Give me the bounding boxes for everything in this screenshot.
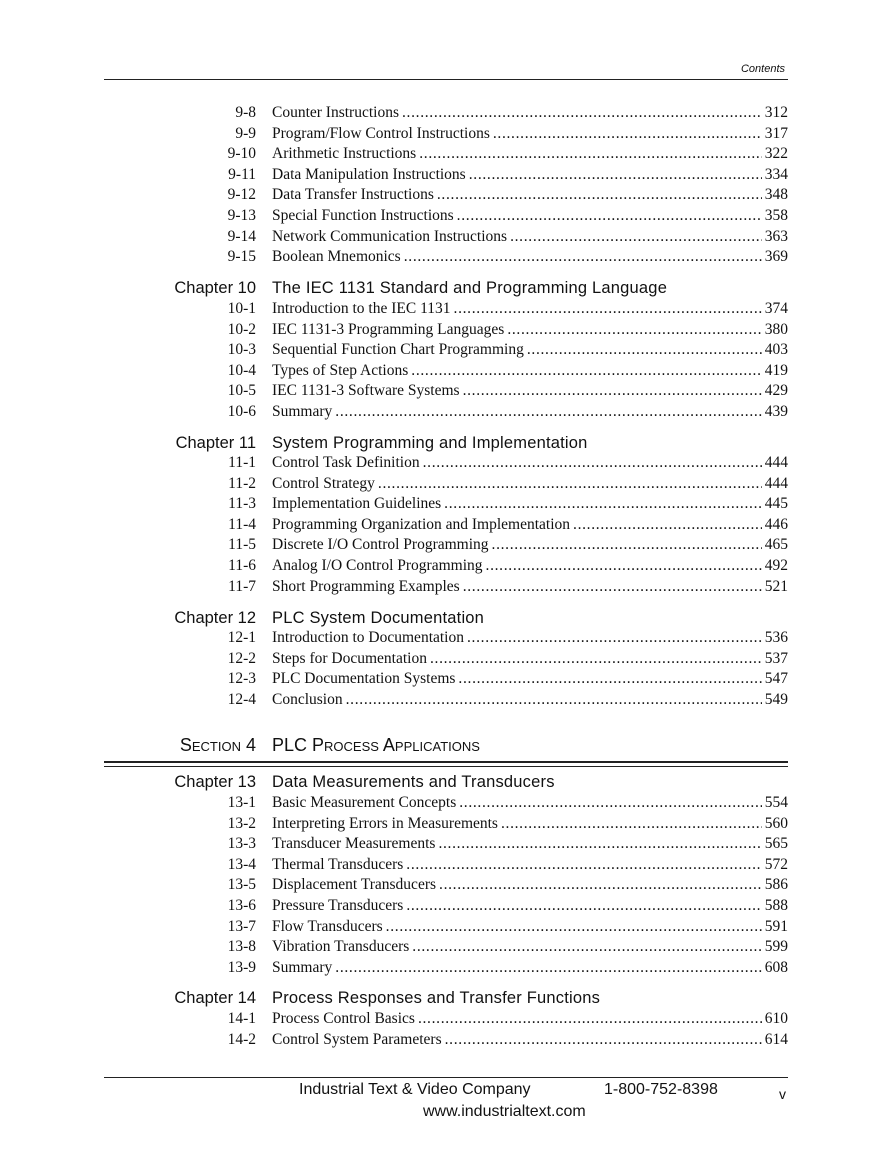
dot-leader xyxy=(486,556,762,576)
toc-entry[interactable] xyxy=(0,577,893,597)
entry-page-number: 317 xyxy=(764,124,788,142)
entry-line xyxy=(272,669,788,689)
chapter-title[interactable]: System Programming and Implementation xyxy=(272,434,588,452)
entry-page-number: 536 xyxy=(764,629,788,646)
entry-title: Thermal Transducers xyxy=(272,855,404,873)
dot-leader xyxy=(346,690,762,710)
entry-number: 9-10 xyxy=(227,145,256,163)
dot-leader xyxy=(411,361,761,381)
entry-line xyxy=(272,690,788,710)
toc-entry[interactable] xyxy=(0,896,893,916)
entry-title: Analog I/O Control Programming xyxy=(272,557,483,574)
entry-page-number: 374 xyxy=(764,300,788,317)
entry-title: Programming Organization and Implementation xyxy=(272,515,571,533)
entry-title: Network Communication Instructions xyxy=(272,227,508,245)
entry-number: 11-6 xyxy=(228,557,256,574)
entry-number: 13-4 xyxy=(227,855,256,873)
dot-leader xyxy=(493,124,762,144)
entry-number: 10-3 xyxy=(227,341,256,359)
entry-line xyxy=(272,1030,788,1050)
chapter-label: Chapter 11 xyxy=(175,434,256,452)
section-title: PLC Process Applications xyxy=(272,735,480,755)
entry-number: 13-5 xyxy=(227,876,256,894)
toc-entry[interactable] xyxy=(0,247,893,267)
entry-page-number: 549 xyxy=(764,690,788,708)
header-label: Contents xyxy=(740,63,785,75)
dot-leader xyxy=(463,381,762,401)
toc-entry[interactable] xyxy=(0,453,893,473)
entry-title: Summary xyxy=(272,403,333,420)
entry-title: Transducer Measurements xyxy=(272,835,436,853)
entry-title: IEC 1131-3 Software Systems xyxy=(272,382,460,400)
entry-number: 9-8 xyxy=(235,104,256,121)
entry-line xyxy=(272,896,788,916)
toc-entry[interactable] xyxy=(0,814,893,834)
dot-leader xyxy=(419,144,762,164)
entry-title: PLC Documentation Systems xyxy=(272,670,456,688)
entry-title: Steps for Documentation xyxy=(272,649,427,667)
entry-title: Special Function Instructions xyxy=(272,207,454,224)
toc-entry[interactable] xyxy=(0,103,893,123)
dot-leader xyxy=(437,185,762,205)
toc-entry[interactable] xyxy=(0,299,893,319)
toc-entry[interactable] xyxy=(0,793,893,813)
chapter-label: Chapter 14 xyxy=(174,989,256,1007)
dot-leader xyxy=(469,165,762,185)
entry-line xyxy=(272,577,788,597)
entry-page-number: 591 xyxy=(764,917,788,935)
entry-title: Process Control Basics xyxy=(272,1010,415,1027)
entry-number: 10-6 xyxy=(227,403,256,420)
entry-page-number: 547 xyxy=(764,670,788,688)
entry-title: Interpreting Errors in Measurements xyxy=(272,814,498,832)
entry-page-number: 348 xyxy=(764,186,788,204)
entry-title: Vibration Transducers xyxy=(272,938,410,956)
entry-line xyxy=(272,793,788,813)
entry-number: 10-1 xyxy=(227,300,256,317)
entry-title: IEC 1131-3 Programming Languages xyxy=(272,320,505,338)
entry-page-number: 439 xyxy=(764,403,788,420)
toc-entry[interactable] xyxy=(0,124,893,144)
entry-line xyxy=(272,649,788,669)
entry-page-number: 586 xyxy=(764,876,788,894)
dot-leader xyxy=(386,917,762,937)
entry-line xyxy=(272,361,788,381)
entry-title: Arithmetic Instructions xyxy=(272,145,417,163)
entry-line xyxy=(272,340,788,360)
entry-page-number: 380 xyxy=(764,320,788,338)
entry-line xyxy=(272,814,788,834)
dot-leader xyxy=(467,628,762,648)
entry-page-number: 565 xyxy=(764,835,788,853)
toc-entry[interactable] xyxy=(0,340,893,360)
chapter-title[interactable]: Process Responses and Transfer Functions xyxy=(272,989,601,1007)
entry-title: Counter Instructions xyxy=(272,104,399,121)
entry-title: Basic Measurement Concepts xyxy=(272,794,457,811)
entry-number: 12-4 xyxy=(227,690,256,708)
toc-entry[interactable] xyxy=(0,958,893,978)
entry-line xyxy=(272,474,788,494)
entry-page-number: 560 xyxy=(764,814,788,832)
entry-line xyxy=(272,834,788,854)
entry-number: 13-7 xyxy=(227,917,256,935)
entry-page-number: 599 xyxy=(764,938,788,956)
entry-title: Data Manipulation Instructions xyxy=(272,165,466,183)
toc-entry[interactable] xyxy=(0,515,893,535)
entry-title: Pressure Transducers xyxy=(272,897,404,914)
footer-url[interactable]: www.industrialtext.com xyxy=(423,1103,586,1120)
chapter-title[interactable]: Data Measurements and Transducers xyxy=(272,773,555,791)
toc-entry[interactable] xyxy=(0,834,893,854)
entry-line xyxy=(272,144,788,164)
entry-number: 13-9 xyxy=(227,958,256,976)
entry-page-number: 446 xyxy=(764,515,788,533)
toc-entry[interactable] xyxy=(0,669,893,689)
entry-line xyxy=(272,917,788,937)
toc-entry[interactable] xyxy=(0,381,893,401)
chapter-title[interactable]: PLC System Documentation xyxy=(272,609,485,627)
entry-page-number: 358 xyxy=(764,207,788,224)
entry-title: Control System Parameters xyxy=(272,1030,442,1048)
dot-leader xyxy=(378,474,762,494)
entry-number: 9-15 xyxy=(227,248,256,266)
entry-number: 14-1 xyxy=(227,1010,256,1027)
chapter-label: Chapter 12 xyxy=(174,609,256,627)
footer-phone: 1-800-752-8398 xyxy=(604,1081,718,1098)
dot-leader xyxy=(406,855,761,875)
entry-line xyxy=(272,227,788,247)
entry-page-number: 445 xyxy=(764,495,788,513)
dot-leader xyxy=(438,834,761,854)
toc-entry[interactable] xyxy=(0,917,893,937)
dot-leader xyxy=(412,937,761,957)
dot-leader xyxy=(439,875,762,895)
entry-number: 12-1 xyxy=(227,629,256,646)
entry-line xyxy=(272,494,788,514)
entry-page-number: 588 xyxy=(764,897,788,914)
entry-number: 13-8 xyxy=(227,938,256,956)
entry-number: 9-9 xyxy=(235,124,256,142)
entry-number: 9-12 xyxy=(227,186,256,204)
toc-entry[interactable] xyxy=(0,474,893,494)
entry-page-number: 363 xyxy=(764,227,788,245)
dot-leader xyxy=(492,535,762,555)
entry-number: 13-3 xyxy=(227,835,256,853)
entry-number: 11-2 xyxy=(228,474,256,492)
toc-entry[interactable] xyxy=(0,937,893,957)
toc-entry[interactable] xyxy=(0,185,893,205)
entry-title: Displacement Transducers xyxy=(272,876,437,894)
entry-page-number: 554 xyxy=(764,794,788,811)
entry-title: Flow Transducers xyxy=(272,917,383,935)
entry-title: Implementation Guidelines xyxy=(272,495,442,513)
entry-line xyxy=(272,247,788,267)
entry-title: Control Task Definition xyxy=(272,454,420,471)
entry-title: Introduction to the IEC 1131 xyxy=(272,300,451,317)
dot-leader xyxy=(444,494,762,514)
dot-leader xyxy=(510,227,762,247)
toc-entry[interactable] xyxy=(0,206,893,226)
chapter-label: Chapter 13 xyxy=(174,773,256,791)
entry-page-number: 419 xyxy=(764,361,788,379)
entry-line xyxy=(272,206,788,226)
entry-page-number: 492 xyxy=(764,557,788,574)
entry-number: 11-5 xyxy=(228,536,256,554)
entry-page-number: 608 xyxy=(764,958,788,976)
entry-page-number: 610 xyxy=(764,1010,788,1027)
dot-leader xyxy=(404,247,762,267)
entry-line xyxy=(272,958,788,978)
toc-entry[interactable] xyxy=(0,361,893,381)
entry-line xyxy=(272,855,788,875)
entry-line xyxy=(272,535,788,555)
dot-leader xyxy=(454,299,762,319)
entry-number: 9-13 xyxy=(227,207,256,224)
entry-number: 12-3 xyxy=(227,670,256,688)
entry-title: Types of Step Actions xyxy=(272,361,409,379)
entry-line xyxy=(272,515,788,535)
entry-title: Sequential Function Chart Programming xyxy=(272,341,524,359)
entry-line xyxy=(272,103,788,123)
header-rule xyxy=(104,79,788,80)
entry-line xyxy=(272,185,788,205)
entry-number: 10-2 xyxy=(227,320,256,338)
dot-leader xyxy=(430,649,762,669)
dot-leader xyxy=(463,577,762,597)
toc-entry[interactable] xyxy=(0,875,893,895)
entry-line xyxy=(272,299,788,319)
toc-entry[interactable] xyxy=(0,165,893,185)
dot-leader xyxy=(573,515,762,535)
section-label: Section 4 xyxy=(179,735,256,755)
section-rule-top xyxy=(104,761,788,763)
dot-leader xyxy=(418,1009,762,1029)
entry-line xyxy=(272,937,788,957)
toc-entry[interactable] xyxy=(0,1009,893,1029)
entry-line xyxy=(272,628,788,648)
toc-entry[interactable] xyxy=(0,556,893,576)
dot-leader xyxy=(507,320,761,340)
toc-entry[interactable] xyxy=(0,144,893,164)
dot-leader xyxy=(501,814,762,834)
dot-leader xyxy=(458,669,761,689)
entry-title: Conclusion xyxy=(272,690,343,708)
footer-page-number: v xyxy=(779,1086,786,1102)
entry-page-number: 465 xyxy=(764,536,788,554)
section-rule-bottom xyxy=(104,766,788,767)
entry-number: 13-2 xyxy=(227,814,256,832)
entry-number: 14-2 xyxy=(227,1030,256,1048)
entry-number: 11-1 xyxy=(228,454,256,471)
dot-leader xyxy=(335,402,761,422)
entry-number: 11-4 xyxy=(228,515,256,533)
entry-number: 13-1 xyxy=(227,794,256,811)
dot-leader xyxy=(459,793,762,813)
chapter-label: Chapter 10 xyxy=(174,279,256,297)
entry-number: 10-4 xyxy=(227,361,256,379)
entry-page-number: 444 xyxy=(764,474,788,492)
toc-entry[interactable] xyxy=(0,320,893,340)
entry-title: Introduction to Documentation xyxy=(272,629,464,646)
entry-title: Discrete I/O Control Programming xyxy=(272,536,489,554)
entry-line xyxy=(272,453,788,473)
toc-entry[interactable] xyxy=(0,1030,893,1050)
entry-number: 9-14 xyxy=(227,227,256,245)
entry-title: Summary xyxy=(272,958,333,976)
toc-entry[interactable] xyxy=(0,649,893,669)
entry-page-number: 312 xyxy=(764,104,788,121)
entry-title: Boolean Mnemonics xyxy=(272,248,401,266)
entry-page-number: 369 xyxy=(764,248,788,266)
toc-entry[interactable] xyxy=(0,535,893,555)
toc-entry[interactable] xyxy=(0,628,893,648)
entry-number: 11-3 xyxy=(228,495,256,513)
toc-entry[interactable] xyxy=(0,227,893,247)
entry-number: 12-2 xyxy=(227,649,256,667)
entry-page-number: 537 xyxy=(764,649,788,667)
entry-line xyxy=(272,556,788,576)
entry-page-number: 429 xyxy=(764,382,788,400)
entry-title: Program/Flow Control Instructions xyxy=(272,124,490,142)
dot-leader xyxy=(527,340,762,360)
footer-company: Industrial Text & Video Company xyxy=(299,1081,531,1098)
toc-entry[interactable] xyxy=(0,855,893,875)
entry-line xyxy=(272,165,788,185)
toc-entry[interactable] xyxy=(0,494,893,514)
entry-page-number: 403 xyxy=(764,341,788,359)
entry-line xyxy=(272,402,788,422)
entry-page-number: 614 xyxy=(764,1030,788,1048)
entry-title: Short Programming Examples xyxy=(272,577,460,595)
entry-line xyxy=(272,124,788,144)
entry-line xyxy=(272,381,788,401)
entry-number: 10-5 xyxy=(227,382,256,400)
dot-leader xyxy=(445,1030,762,1050)
toc-entry[interactable] xyxy=(0,690,893,710)
entry-page-number: 444 xyxy=(764,454,788,471)
dot-leader xyxy=(423,453,762,473)
entry-page-number: 521 xyxy=(764,577,788,595)
entry-number: 13-6 xyxy=(227,897,256,914)
footer-rule xyxy=(104,1077,788,1078)
entry-page-number: 572 xyxy=(764,855,788,873)
dot-leader xyxy=(457,206,762,226)
entry-number: 9-11 xyxy=(228,165,256,183)
toc-entry[interactable] xyxy=(0,402,893,422)
entry-line xyxy=(272,875,788,895)
entry-page-number: 322 xyxy=(764,145,788,163)
entry-number: 11-7 xyxy=(228,577,256,595)
chapter-title[interactable]: The IEC 1131 Standard and Programming Language xyxy=(272,279,668,297)
entry-line xyxy=(272,1009,788,1029)
entry-title: Data Transfer Instructions xyxy=(272,186,434,204)
entry-title: Control Strategy xyxy=(272,474,375,492)
dot-leader xyxy=(406,896,761,916)
entry-page-number: 334 xyxy=(764,165,788,183)
dot-leader xyxy=(335,958,761,978)
entry-line xyxy=(272,320,788,340)
dot-leader xyxy=(402,103,762,123)
